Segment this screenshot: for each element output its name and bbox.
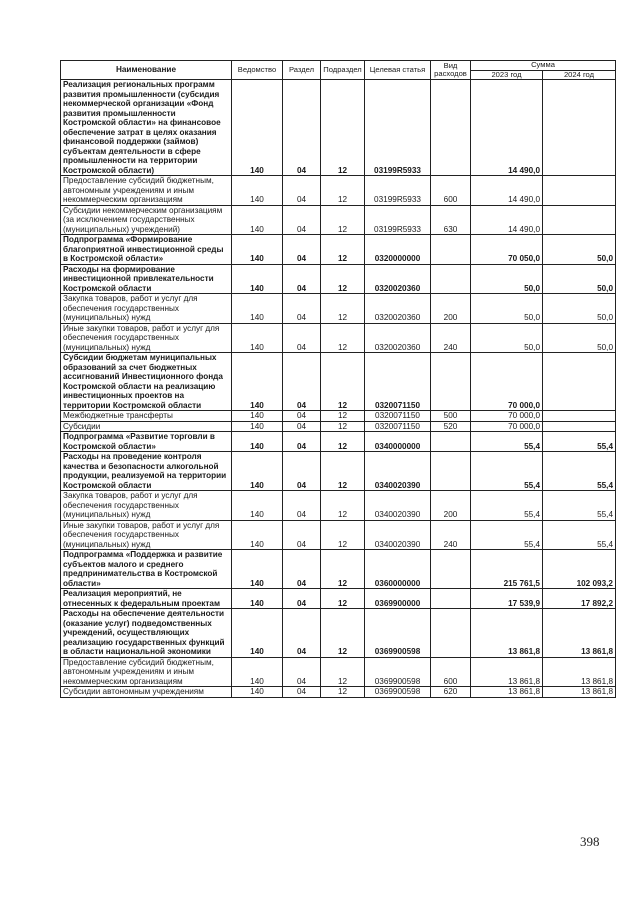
cell-dept: 140 (232, 235, 283, 265)
cell-kind: 630 (431, 205, 471, 235)
cell-name: Реализация региональных программ развития промышленности (субсидия некоммерческой организации «Фонд развития промышленности Костромской области» на финансовое обеспечение затрат в целях оказания финансовой поддержки (займов) субъектам деятельности в сфере промышленности на территории Костромской области) (61, 80, 232, 176)
cell-kind (431, 452, 471, 491)
cell-kind (431, 432, 471, 452)
cell-2024: 50,0 (543, 264, 616, 294)
cell-2024 (543, 353, 616, 411)
cell-2024 (543, 176, 616, 206)
table-row (61, 432, 616, 452)
cell-2023: 50,0 (471, 264, 543, 294)
cell-target: 0320020360 (365, 264, 431, 294)
cell-kind (431, 609, 471, 658)
table-row (61, 323, 616, 353)
cell-section: 04 (283, 323, 321, 353)
cell-2024: 13 861,8 (543, 609, 616, 658)
cell-2023: 14 490,0 (471, 80, 543, 176)
table-row (61, 550, 616, 589)
cell-name: Субсидии некоммерческим организациям (за исключением государственных (муниципальных) учреждений) (61, 205, 232, 235)
cell-2023: 50,0 (471, 294, 543, 324)
cell-name: Предоставление субсидий бюджетным, автономным учреждениям и иным некоммерческим организациям (61, 176, 232, 206)
cell-section: 04 (283, 205, 321, 235)
cell-section: 04 (283, 421, 321, 432)
cell-section: 04 (283, 520, 321, 550)
cell-kind: 240 (431, 520, 471, 550)
cell-2023: 215 761,5 (471, 550, 543, 589)
cell-2024: 50,0 (543, 323, 616, 353)
header-subsection: Подраздел (321, 61, 365, 80)
cell-2023: 70 000,0 (471, 411, 543, 422)
cell-dept: 140 (232, 491, 283, 521)
cell-dept: 140 (232, 452, 283, 491)
cell-2023: 17 539,9 (471, 589, 543, 609)
cell-target: 0340020390 (365, 520, 431, 550)
cell-section: 04 (283, 264, 321, 294)
cell-name: Расходы на обеспечение деятельности (оказание услуг) подведомственных учреждений, осуществляющих реализацию государственных функций в области национальной экономики (61, 609, 232, 658)
cell-dept: 140 (232, 609, 283, 658)
cell-2024: 17 892,2 (543, 589, 616, 609)
cell-2024 (543, 80, 616, 176)
table-row (61, 520, 616, 550)
table-row (61, 421, 616, 432)
cell-2023: 55,4 (471, 432, 543, 452)
cell-subsection: 12 (321, 80, 365, 176)
cell-target: 0320071150 (365, 353, 431, 411)
cell-kind (431, 589, 471, 609)
header-name: Наименование (61, 61, 232, 80)
cell-subsection: 12 (321, 235, 365, 265)
cell-2024: 55,4 (543, 520, 616, 550)
cell-2024: 13 861,8 (543, 657, 616, 687)
cell-section: 04 (283, 294, 321, 324)
cell-name: Подпрограмма «Развитие торговли в Костромской области» (61, 432, 232, 452)
cell-2024: 50,0 (543, 235, 616, 265)
table-row (61, 294, 616, 324)
cell-2023: 13 861,8 (471, 609, 543, 658)
cell-section: 04 (283, 452, 321, 491)
cell-kind: 600 (431, 657, 471, 687)
cell-dept: 140 (232, 432, 283, 452)
cell-2023: 13 861,8 (471, 657, 543, 687)
cell-kind: 620 (431, 687, 471, 698)
cell-dept: 140 (232, 294, 283, 324)
table-row (61, 452, 616, 491)
cell-2023: 14 490,0 (471, 176, 543, 206)
cell-subsection: 12 (321, 294, 365, 324)
cell-2023: 70 050,0 (471, 235, 543, 265)
cell-kind (431, 264, 471, 294)
cell-kind (431, 235, 471, 265)
cell-dept: 140 (232, 80, 283, 176)
table-row (61, 609, 616, 658)
cell-kind (431, 353, 471, 411)
cell-section: 04 (283, 609, 321, 658)
table-row (61, 205, 616, 235)
cell-name: Подпрограмма «Поддержка и развитие субъектов малого и среднего предпринимательства в Костромской области» (61, 550, 232, 589)
cell-name: Субсидии автономным учреждениям (61, 687, 232, 698)
cell-2023: 55,4 (471, 452, 543, 491)
cell-name: Закупка товаров, работ и услуг для обеспечения государственных (муниципальных) нужд (61, 491, 232, 521)
cell-dept: 140 (232, 353, 283, 411)
cell-name: Расходы на проведение контроля качества и безопасности алкогольной продукции, реализуемой на территории Костромской области (61, 452, 232, 491)
cell-kind: 500 (431, 411, 471, 422)
cell-name: Расходы на формирование инвестиционной привлекательности Костромской области (61, 264, 232, 294)
cell-subsection: 12 (321, 432, 365, 452)
cell-section: 04 (283, 550, 321, 589)
cell-target: 03199R5933 (365, 80, 431, 176)
cell-kind: 240 (431, 323, 471, 353)
cell-target: 0369900598 (365, 687, 431, 698)
table-row (61, 235, 616, 265)
cell-section: 04 (283, 491, 321, 521)
cell-2023: 14 490,0 (471, 205, 543, 235)
cell-subsection: 12 (321, 589, 365, 609)
header-section: Раздел (283, 61, 321, 80)
cell-2024: 55,4 (543, 491, 616, 521)
cell-dept: 140 (232, 550, 283, 589)
table-row (61, 411, 616, 422)
cell-subsection: 12 (321, 491, 365, 521)
cell-2024 (543, 411, 616, 422)
cell-name: Закупка товаров, работ и услуг для обеспечения государственных (муниципальных) нужд (61, 294, 232, 324)
cell-2024 (543, 421, 616, 432)
cell-section: 04 (283, 235, 321, 265)
cell-section: 04 (283, 353, 321, 411)
cell-target: 0320000000 (365, 235, 431, 265)
cell-target: 0369900598 (365, 657, 431, 687)
cell-section: 04 (283, 80, 321, 176)
cell-name: Межбюджетные трансферты (61, 411, 232, 422)
cell-target: 0320071150 (365, 421, 431, 432)
cell-dept: 140 (232, 589, 283, 609)
cell-2024: 55,4 (543, 452, 616, 491)
table-row (61, 657, 616, 687)
cell-dept: 140 (232, 205, 283, 235)
cell-kind: 200 (431, 294, 471, 324)
cell-target: 0320020360 (365, 294, 431, 324)
cell-dept: 140 (232, 411, 283, 422)
cell-name: Реализация мероприятий, не отнесенных к федеральным проектам (61, 589, 232, 609)
cell-target: 0340020390 (365, 452, 431, 491)
cell-target: 0320071150 (365, 411, 431, 422)
cell-subsection: 12 (321, 353, 365, 411)
cell-2023: 13 861,8 (471, 687, 543, 698)
cell-subsection: 12 (321, 520, 365, 550)
cell-kind (431, 550, 471, 589)
header-kind: Вид расходов (431, 61, 471, 80)
cell-name: Иные закупки товаров, работ и услуг для обеспечения государственных (муниципальных) нужд (61, 520, 232, 550)
cell-subsection: 12 (321, 323, 365, 353)
cell-section: 04 (283, 687, 321, 698)
cell-target: 0369900000 (365, 589, 431, 609)
cell-subsection: 12 (321, 411, 365, 422)
cell-dept: 140 (232, 264, 283, 294)
cell-kind (431, 80, 471, 176)
cell-kind: 600 (431, 176, 471, 206)
cell-kind: 200 (431, 491, 471, 521)
cell-2024: 55,4 (543, 432, 616, 452)
cell-target: 03199R5933 (365, 205, 431, 235)
cell-subsection: 12 (321, 657, 365, 687)
cell-dept: 140 (232, 176, 283, 206)
header-sum: Сумма (471, 61, 616, 71)
cell-name: Субсидии (61, 421, 232, 432)
cell-subsection: 12 (321, 687, 365, 698)
cell-section: 04 (283, 589, 321, 609)
cell-subsection: 12 (321, 550, 365, 589)
cell-2023: 50,0 (471, 323, 543, 353)
table-row (61, 687, 616, 698)
header-2023: 2023 год (471, 70, 543, 80)
cell-target: 0340000000 (365, 432, 431, 452)
cell-target: 0369900598 (365, 609, 431, 658)
cell-2023: 70 000,0 (471, 353, 543, 411)
cell-2023: 70 000,0 (471, 421, 543, 432)
cell-2024: 13 861,8 (543, 687, 616, 698)
cell-name: Предоставление субсидий бюджетным, автономным учреждениям и иным некоммерческим организациям (61, 657, 232, 687)
cell-dept: 140 (232, 687, 283, 698)
cell-section: 04 (283, 657, 321, 687)
cell-subsection: 12 (321, 421, 365, 432)
cell-subsection: 12 (321, 452, 365, 491)
cell-2024 (543, 205, 616, 235)
table-body (61, 80, 616, 698)
cell-subsection: 12 (321, 176, 365, 206)
table-row (61, 491, 616, 521)
cell-dept: 140 (232, 657, 283, 687)
table-row (61, 176, 616, 206)
header-target: Целевая статья (365, 61, 431, 80)
cell-target: 0360000000 (365, 550, 431, 589)
cell-kind: 520 (431, 421, 471, 432)
table-row (61, 80, 616, 176)
cell-dept: 140 (232, 421, 283, 432)
table-row (61, 589, 616, 609)
cell-subsection: 12 (321, 264, 365, 294)
cell-target: 0320020360 (365, 323, 431, 353)
budget-document (60, 60, 615, 698)
cell-2024: 102 093,2 (543, 550, 616, 589)
cell-name: Подпрограмма «Формирование благоприятной инвестиционной среды в Костромской области» (61, 235, 232, 265)
header-dept: Ведомство (232, 61, 283, 80)
cell-name: Субсидии бюджетам муниципальных образований за счет бюджетных ассигнований Инвестиционного фонда Костромской области на реализацию инвестиционных проектов на территории Костромской области (61, 353, 232, 411)
header-2024: 2024 год (543, 70, 616, 80)
cell-subsection: 12 (321, 205, 365, 235)
cell-section: 04 (283, 411, 321, 422)
cell-subsection: 12 (321, 609, 365, 658)
cell-target: 0340020390 (365, 491, 431, 521)
cell-dept: 140 (232, 520, 283, 550)
cell-2023: 55,4 (471, 520, 543, 550)
table-row (61, 353, 616, 411)
cell-dept: 140 (232, 323, 283, 353)
table-row (61, 264, 616, 294)
budget-table (60, 60, 616, 698)
cell-2024: 50,0 (543, 294, 616, 324)
cell-section: 04 (283, 432, 321, 452)
cell-2023: 55,4 (471, 491, 543, 521)
cell-name: Иные закупки товаров, работ и услуг для обеспечения государственных (муниципальных) нужд (61, 323, 232, 353)
page-number: 398 (580, 834, 600, 849)
cell-section: 04 (283, 176, 321, 206)
cell-target: 03199R5933 (365, 176, 431, 206)
